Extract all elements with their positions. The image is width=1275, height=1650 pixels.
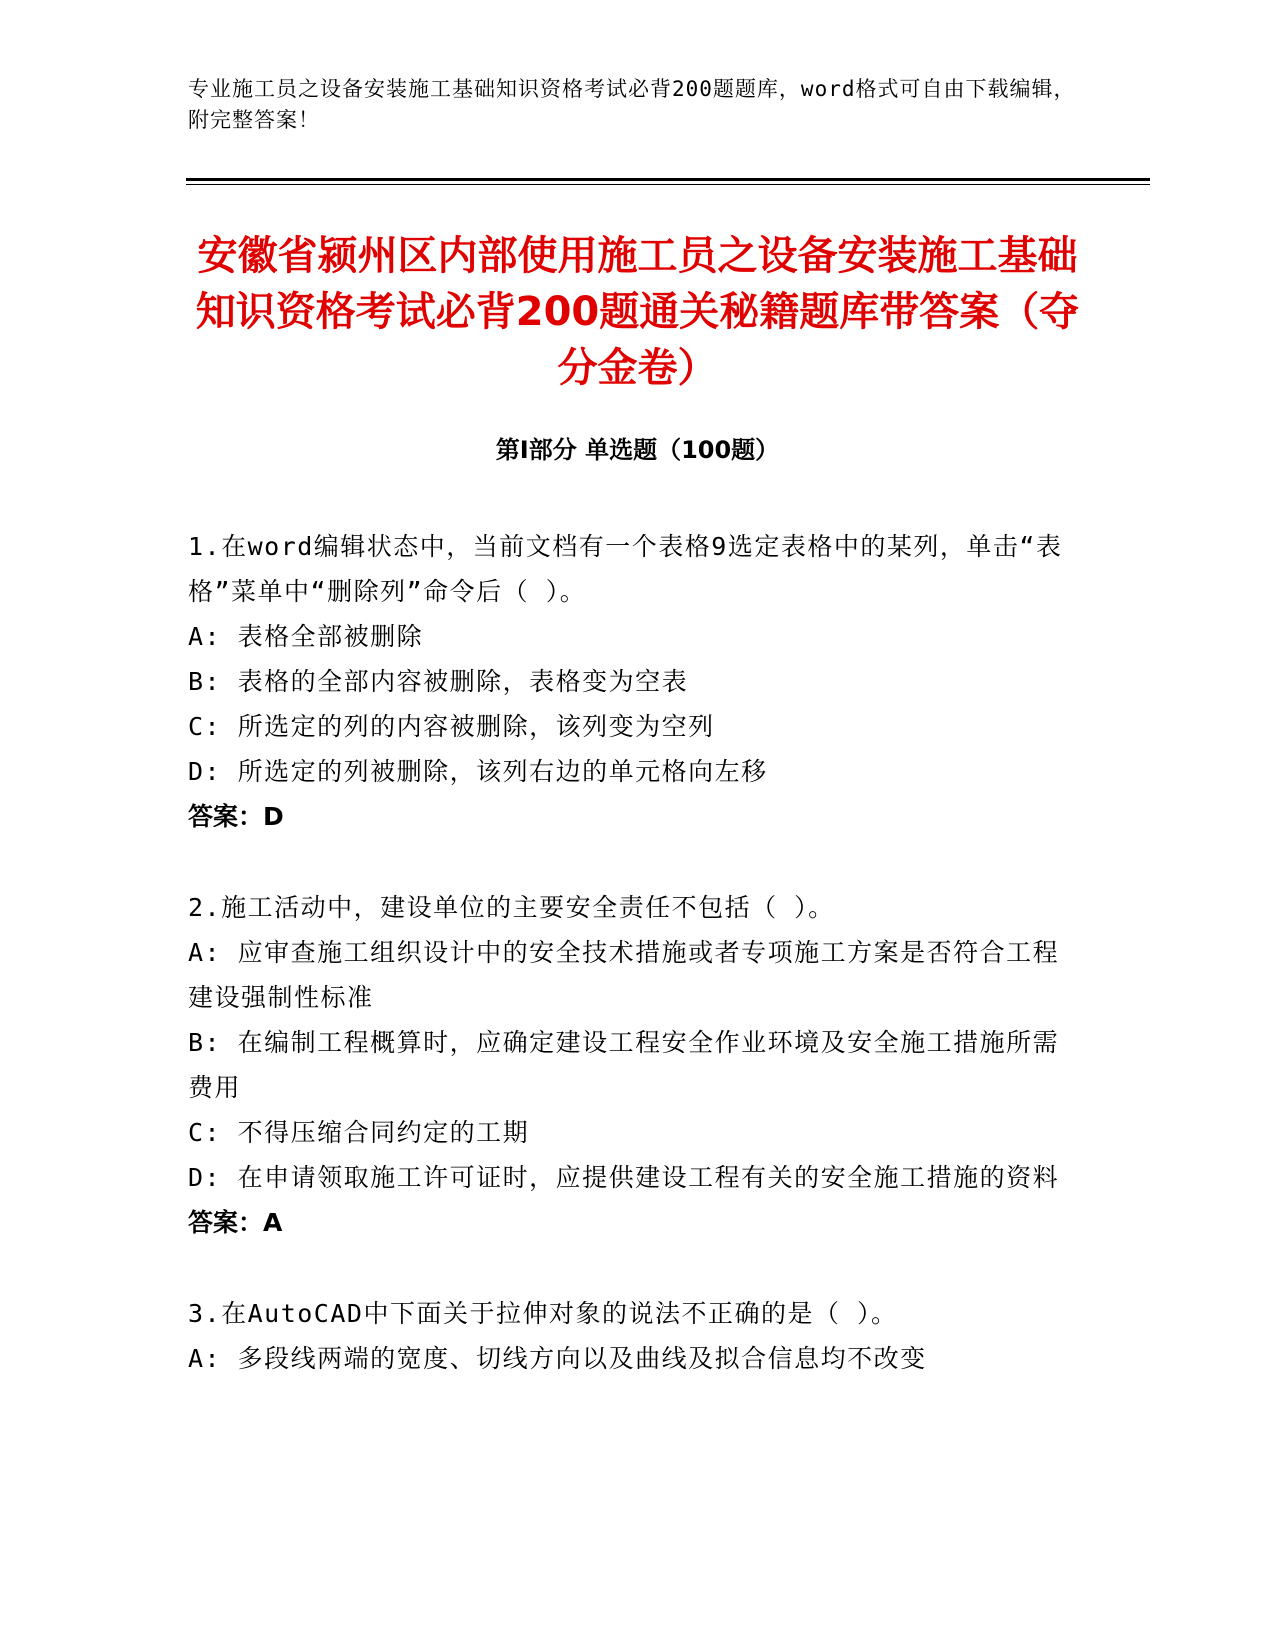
- header-divider-thick: [186, 178, 1150, 181]
- document-title: 安徽省颍州区内部使用施工员之设备安装施工基础知识资格考试必背200题通关秘籍题库带答案（夺分金卷）: [195, 233, 1080, 391]
- option-b: B: 在编制工程概算时，应确定建设工程安全作业环境及安全施工措施所需费用: [188, 1028, 1060, 1102]
- page-header: 专业施工员之设备安装施工基础知识资格考试必背200题题库，word格式可自由下载编辑，附完整答案！: [188, 77, 1076, 132]
- option-a: A: 表格全部被删除: [188, 622, 424, 651]
- question-stem: 1.在word编辑状态中，当前文档有一个表格9选定表格中的某列，单击“表格”菜单中“删除列”命令后（ ）。: [188, 532, 1063, 606]
- question-stem: 3.在AutoCAD中下面关于拉伸对象的说法不正确的是（ ）。: [188, 1299, 898, 1328]
- question-stem: 2.施工活动中，建设单位的主要安全责任不包括（ ）。: [188, 893, 835, 922]
- section-heading: 第I部分 单选题（100题）: [495, 436, 780, 464]
- header-divider-thin: [186, 184, 1150, 185]
- question-list: [188, 524, 1068, 1427]
- option-a: A: 多段线两端的宽度、切线方向以及曲线及拟合信息均不改变: [188, 1344, 927, 1373]
- answer-line: 答案：A: [188, 1208, 283, 1237]
- option-b: B: 表格的全部内容被删除，表格变为空表: [188, 667, 689, 696]
- option-d: D: 在申请领取施工许可证时，应提供建设工程有关的安全施工措施的资料: [188, 1163, 1060, 1192]
- option-d: D: 所选定的列被删除，该列右边的单元格向左移: [188, 757, 768, 786]
- option-a: A: 应审查施工组织设计中的安全技术措施或者专项施工方案是否符合工程建设强制性标准: [188, 938, 1060, 1012]
- question-3: [188, 1291, 1068, 1381]
- question-1: [188, 524, 1068, 839]
- option-c: C: 不得压缩合同约定的工期: [188, 1118, 530, 1147]
- option-c: C: 所选定的列的内容被删除，该列变为空列: [188, 712, 715, 741]
- question-2: [188, 885, 1068, 1245]
- answer-line: 答案：D: [188, 802, 284, 831]
